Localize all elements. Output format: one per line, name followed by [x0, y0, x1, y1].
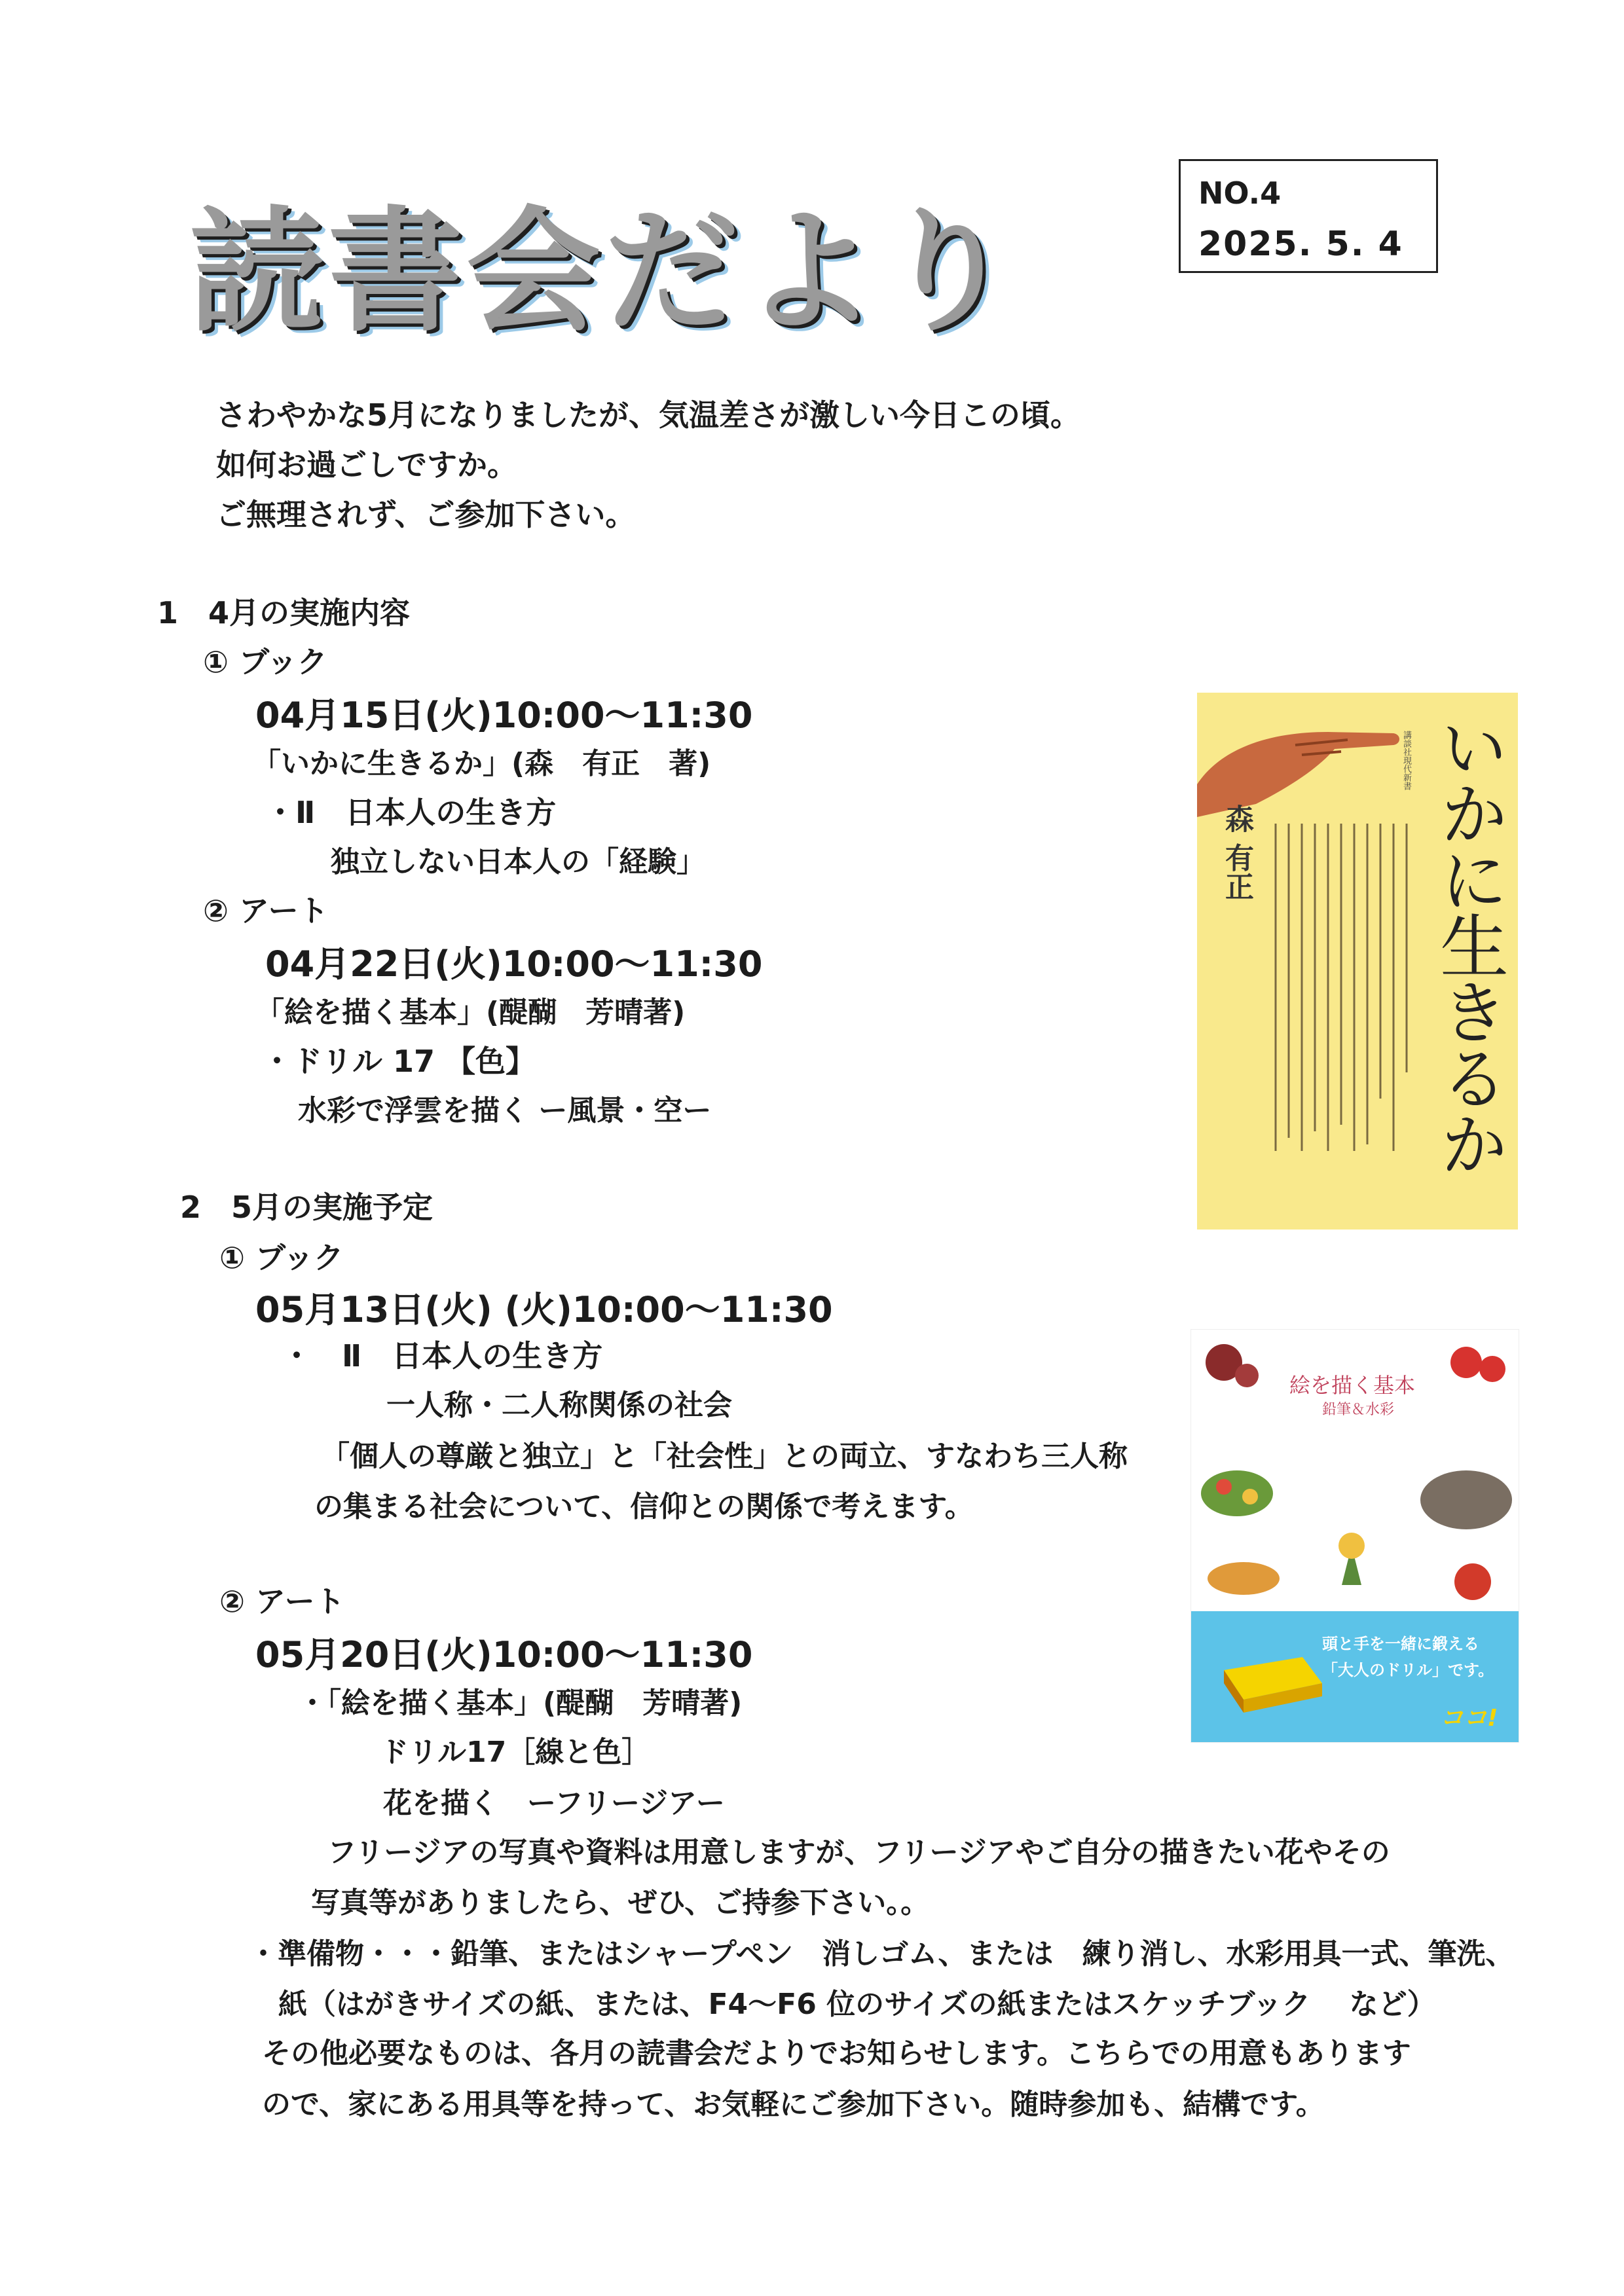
- book-cover-e-wo-egaku-kihon: [1190, 1329, 1519, 1743]
- book2-band-line-1: 頭と手を一緒に鍛える: [1322, 1635, 1479, 1653]
- s2-art-drill: ドリル17［線と色］: [380, 1736, 651, 1769]
- s1-art-title: 「絵を描く基本」(醍醐 芳晴著): [255, 996, 686, 1029]
- s1-book-chapter: ・Ⅱ 日本人の生き方: [265, 795, 557, 830]
- drill-book-illustration: [1211, 1644, 1329, 1722]
- book1-series: 講談社現代新書: [1401, 731, 1411, 790]
- s1-art-drill: ・ドリル 17 【色】: [262, 1044, 536, 1079]
- s2-art-note-2: 写真等がありましたら、ぜひ、ご持参下さい。。: [311, 1886, 930, 1920]
- s1-book-label: ① ブック: [203, 644, 327, 680]
- section2-heading: 2 5月の実施予定: [180, 1190, 434, 1225]
- book1-author: 森 有正: [1220, 804, 1253, 901]
- book1-blurb-lines: [1269, 824, 1426, 1164]
- supplies-line-1: ・準備物・・・鉛筆、またはシャープペン 消しゴム、または 練り消し、水彩用具一式、筆洗、: [249, 1937, 1515, 1971]
- s1-art-datetime: 04月22日(火)10:00～11:30: [265, 943, 763, 985]
- intro-line-1: さわやかな5月になりましたが、気温差さが激しい今日この頃。: [216, 397, 1081, 433]
- supplies-line-3: その他必要なものは、各月の読書会だよりでお知らせします。こちらでの用意もあります: [262, 2037, 1411, 2070]
- s2-art-title: ・「絵を描く基本」(醍醐 芳晴著): [298, 1686, 743, 1720]
- section1-heading: 1 4月の実施内容: [157, 595, 411, 630]
- issue-date: 2025. 5. 4: [1198, 225, 1403, 264]
- intro-line-2: 如何お過ごしですか。: [216, 447, 517, 483]
- s1-book-title: 「いかに生きるか」(森 有正 著): [252, 747, 711, 780]
- book2-title: 絵を描く基本: [1289, 1373, 1416, 1398]
- newsletter-title: 読書会だより: [190, 194, 1019, 350]
- s2-book-desc-1: 「個人の尊厳と独立」と「社会性」との両立、すなわち三人称: [321, 1440, 1128, 1473]
- book2-subtitle: 鉛筆＆水彩: [1322, 1402, 1395, 1418]
- s2-book-desc-2: の集まる社会について、信仰との関係で考えます。: [314, 1490, 974, 1523]
- s2-book-chapter: ・ Ⅱ 日本人の生き方: [282, 1338, 603, 1374]
- s2-book-subtitle: 一人称・二人称関係の社会: [386, 1389, 732, 1422]
- s1-book-datetime: 04月15日(火)10:00～11:30: [255, 695, 753, 736]
- book-cover-ikani-ikiruka: [1197, 693, 1518, 1230]
- book1-title: いかに生きるか: [1429, 712, 1509, 1175]
- s1-art-detail: 水彩で浮雲を描く ー風景・空ー: [298, 1094, 712, 1127]
- supplies-line-4: ので、家にある用具等を持って、お気軽にご参加下さい。随時参加も、結構です。: [262, 2088, 1325, 2121]
- book2-band-line-2: 「大人のドリル」です。: [1322, 1661, 1494, 1679]
- book2-callout: ココ!: [1440, 1705, 1498, 1732]
- s2-book-datetime: 05月13日(火) (火)10:00～11:30: [255, 1289, 833, 1330]
- s2-art-theme: 花を描く ーフリージアー: [383, 1787, 725, 1820]
- issue-number: NO.4: [1198, 175, 1282, 211]
- s1-book-detail: 独立しない日本人の「経験」: [331, 845, 705, 879]
- book2-band-text: [1322, 1631, 1494, 1683]
- intro-line-3: ご無理されず、ご参加下さい。: [216, 497, 636, 532]
- s1-art-label: ② アート: [203, 893, 329, 928]
- s2-book-label: ① ブック: [219, 1240, 344, 1275]
- supplies-line-2: 紙（はがきサイズの紙、または、F4～F6 位のサイズの紙またはスケッチブック など）: [278, 1988, 1436, 2021]
- s2-art-datetime: 05月20日(火)10:00～11:30: [255, 1634, 753, 1675]
- s2-art-label: ② アート: [219, 1584, 345, 1619]
- s2-art-note-1: フリージアの写真や資料は用意しますが、フリージアやご自分の描きたい花やその: [327, 1836, 1390, 1869]
